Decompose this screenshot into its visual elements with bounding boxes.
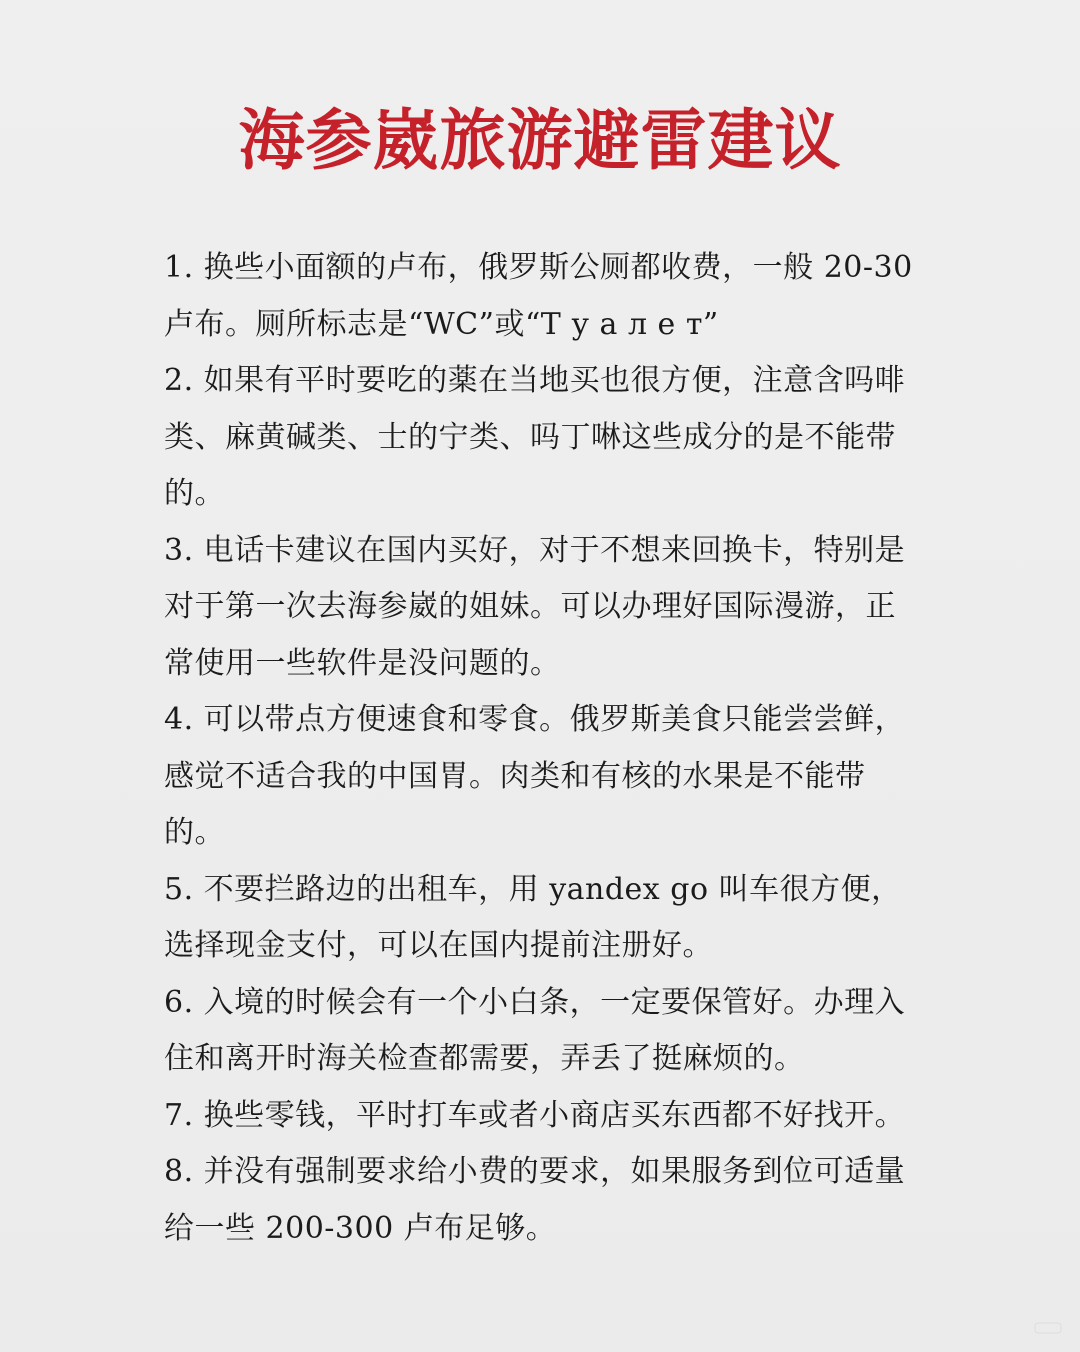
tip-item-4: 4. 可以带点方便速食和零食。俄罗斯美食只能尝尝鲜，感觉不适合我的中国胃。肉类和有核的水果是不能带的。	[164, 702, 906, 850]
tip-item-7: 7. 换些零钱，平时打车或者小商店买东西都不好找开。	[164, 1097, 906, 1133]
tip-item-3: 3. 电话卡建议在国内买好，对于不想来回换卡，特别是对于第一次去海参崴的姐妹。可以办理好国际漫游，正常使用一些软件是没问题的。	[164, 532, 906, 681]
tip-item-2: 2. 如果有平时要吃的薬在当地买也很方便，注意含吗啡类、麻黄碱类、士的宁类、吗丁啉这些成分的是不能带的。	[164, 363, 906, 511]
tips-list	[164, 240, 924, 1257]
tip-item-1: 1. 换些小面额的卢布，俄罗斯公厕都收费，一般 20-30 卢布。厕所标志是“WC”或“Т у а л е т”	[164, 250, 923, 342]
watermark-mark	[1034, 1321, 1062, 1338]
page-title: 海参崴旅游避雷建议	[238, 101, 842, 179]
tip-item-6: 6. 入境的时候会有一个小白条，一定要保管好。办理入住和离开时海关检查都需要，弄丢了挺麻烦的。	[164, 984, 906, 1076]
tip-item-5: 5. 不要拦路边的出租车，用 yandex go 叫车很方便，选择现金支付，可以在国内提前注册好。	[164, 871, 902, 963]
tip-item-8: 8. 并没有强制要求给小费的要求，如果服务到位可适量给一些 200-300 卢布足够。	[164, 1154, 906, 1246]
